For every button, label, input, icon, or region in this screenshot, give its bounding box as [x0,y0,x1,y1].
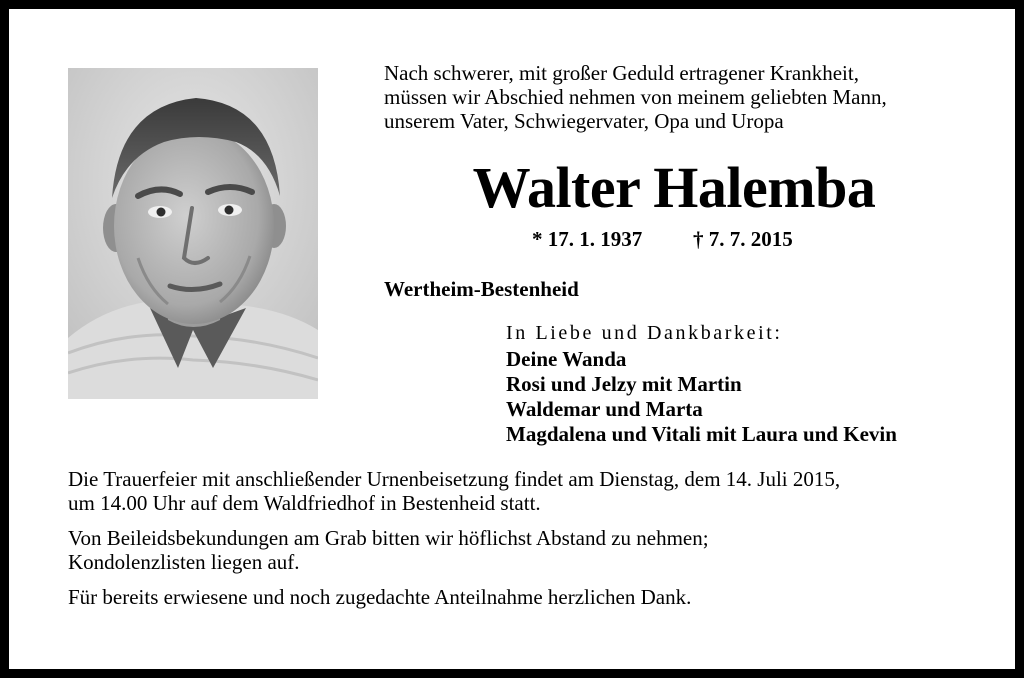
intro-line: müssen wir Abschied nehmen von meinem geliebten Mann, [384,85,887,109]
notices-section [68,467,968,620]
obituary-card [9,9,1015,669]
mourner-name: Rosi und Jelzy mit Martin [506,372,742,396]
funeral-notice [68,467,968,515]
notice-line: um 14.00 Uhr auf dem Waldfriedhof in Bestenheid statt. [68,491,541,515]
portrait-illustration [68,68,318,399]
mourner-name: Waldemar und Marta [506,397,703,421]
deceased-name: Walter Halemba [472,155,876,220]
condolence-notice [68,526,968,574]
notice-line: Für bereits erwiesene und noch zugedachte Anteilnahme herzlichen Dank. [68,585,692,609]
notice-line: Von Beileidsbekundungen am Grab bitten wir höflichst Abstand zu nehmen; [68,526,709,550]
intro-line: Nach schwerer, mit großer Geduld ertragener Krankheit, [384,61,859,85]
mourners-list [506,347,897,447]
intro-line: unserem Vater, Schwiegervater, Opa und Uropa [384,109,784,133]
portrait-photo [68,68,318,399]
hometown: Wertheim-Bestenheid [384,277,579,301]
intro-text [384,61,984,133]
death-date: † 7. 7. 2015 [693,227,793,251]
notice-line: Kondolenzlisten liegen auf. [68,550,300,574]
notice-line: Die Trauerfeier mit anschließender Urnenbeisetzung findet am Dienstag, dem 14. Juli 2015, [68,467,841,491]
birth-date: * 17. 1. 1937 [532,227,643,251]
mourners-heading: In Liebe und Dankbarkeit: [506,322,783,344]
mourner-name: Magdalena und Vitali mit Laura und Kevin [506,422,897,446]
thanks-notice [68,585,968,609]
mourner-name: Deine Wanda [506,347,627,371]
